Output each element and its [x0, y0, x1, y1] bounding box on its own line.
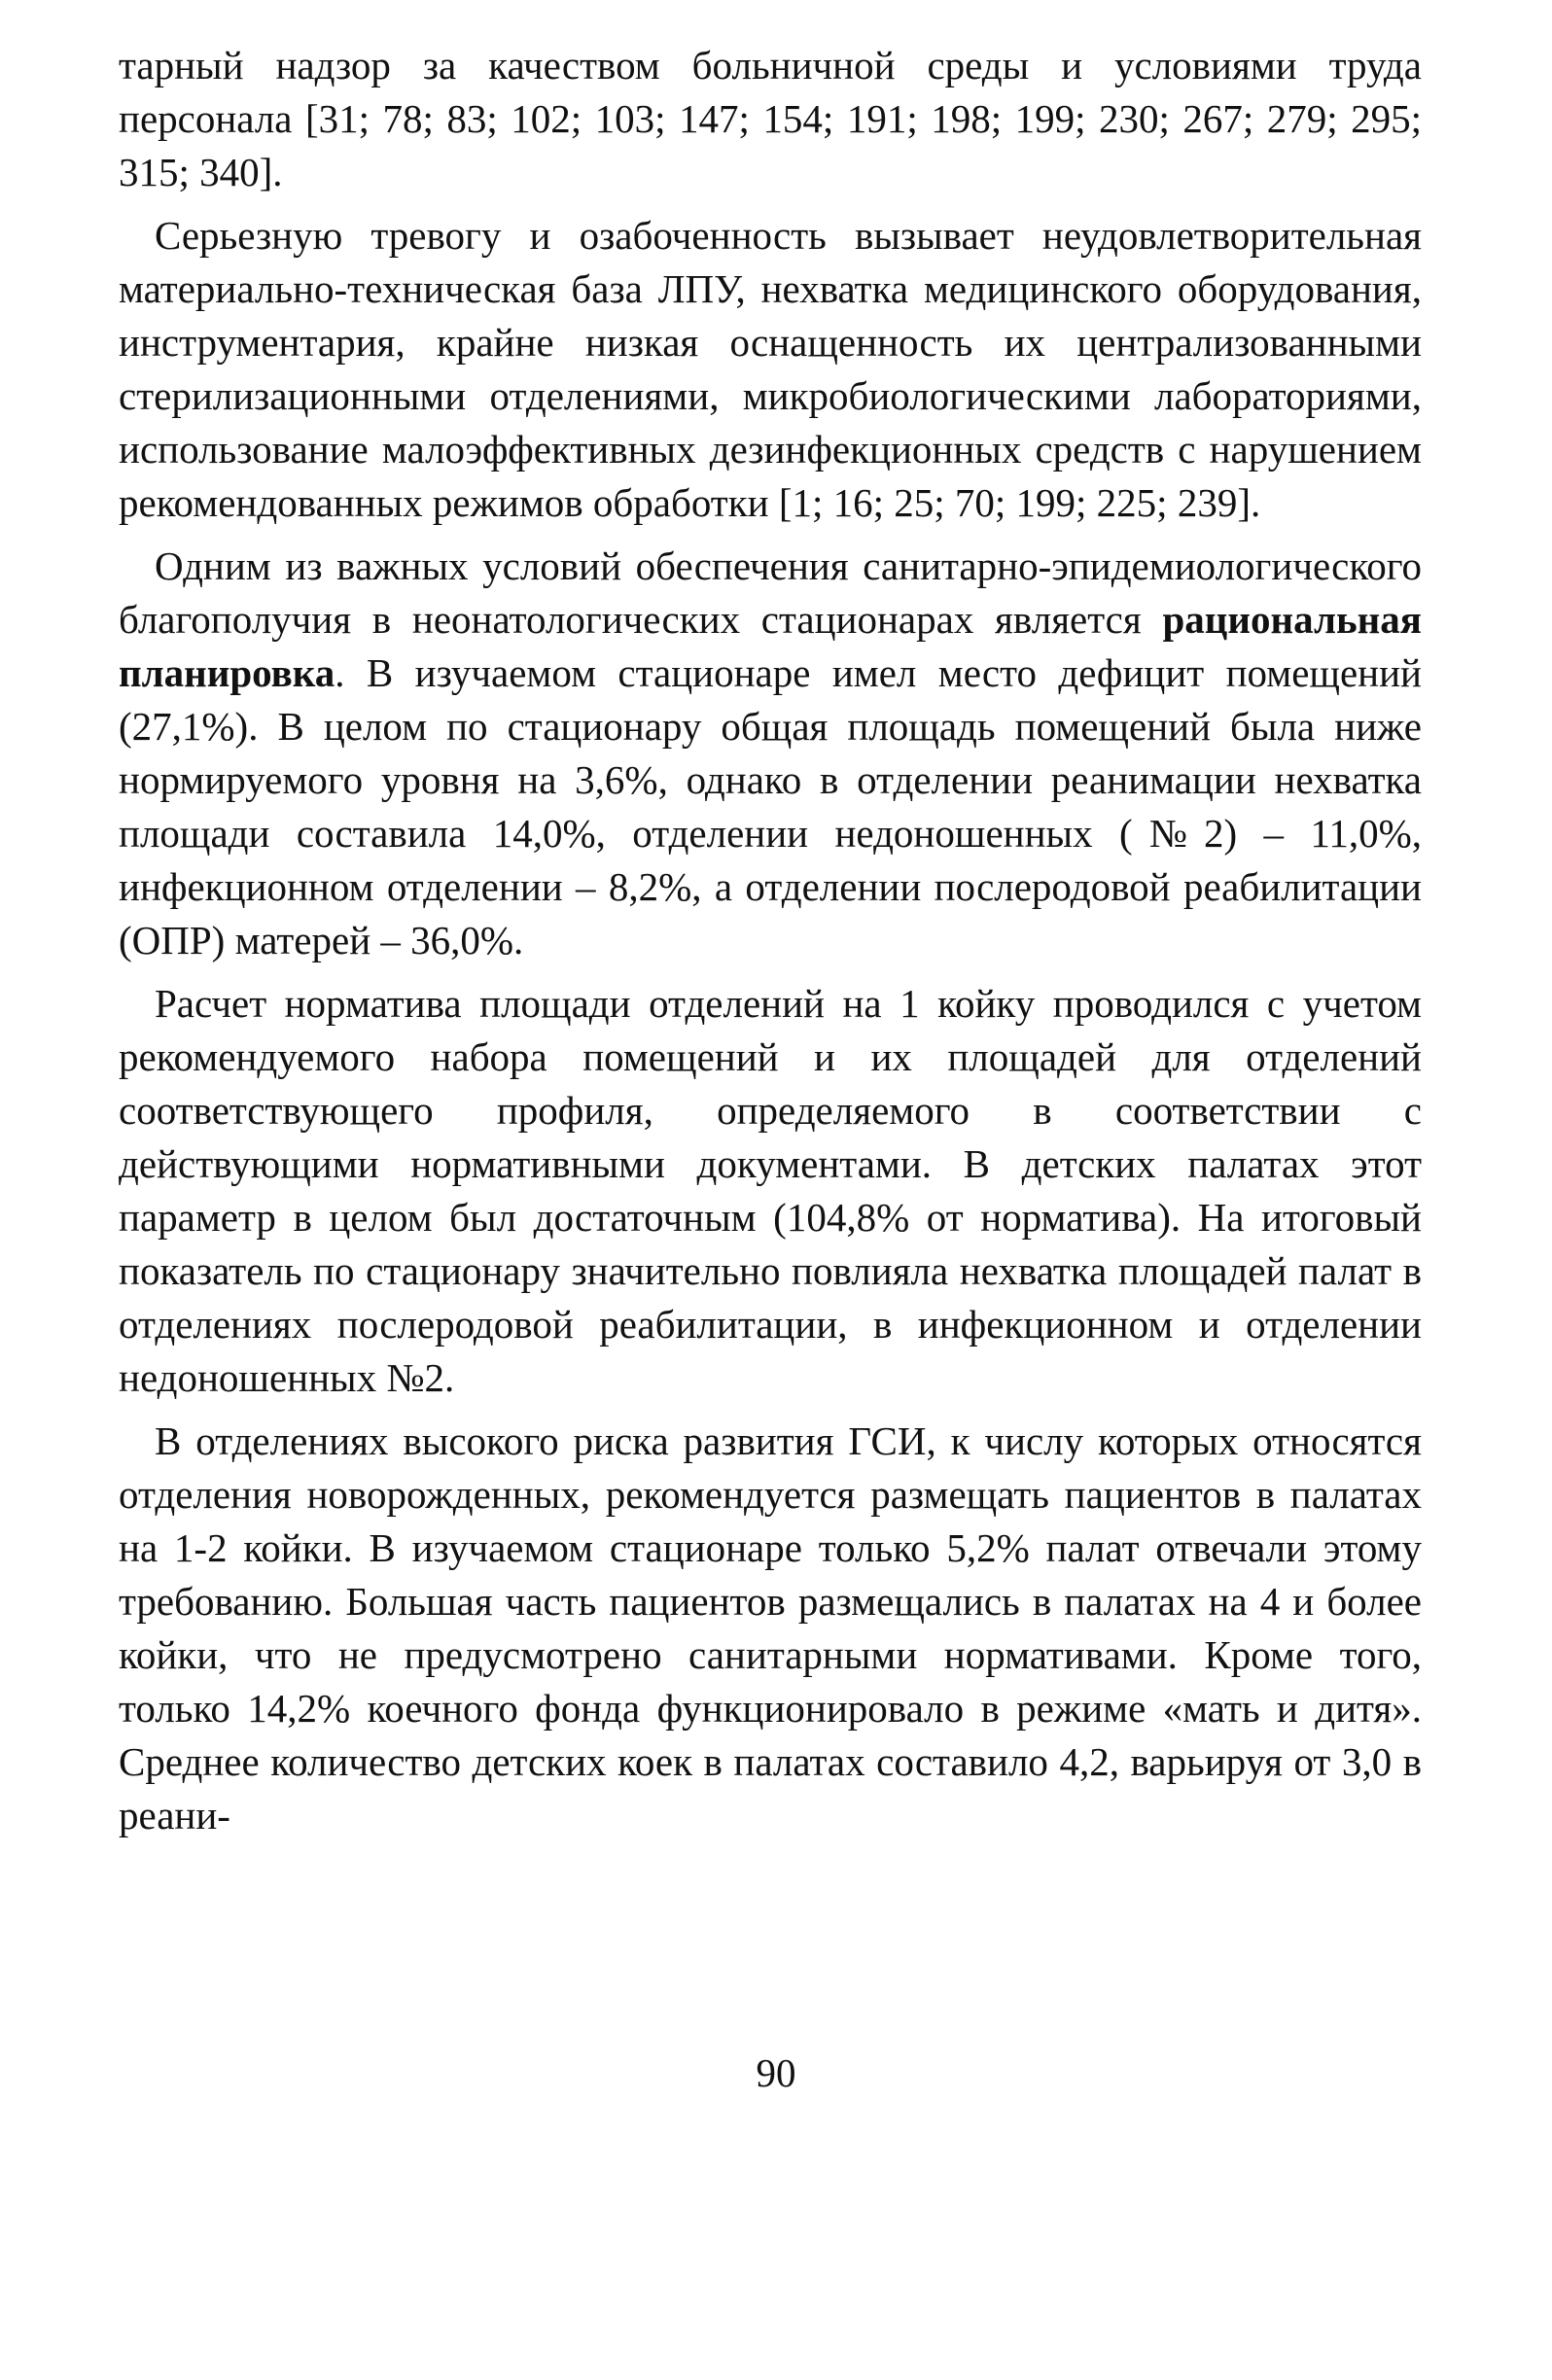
paragraph-material-base: Серьезную тревогу и озабоченность вызывает неудовлетворительная материально-техническая база ЛПУ, нехватка медицинского оборудования, инструментария, крайне низкая оснащенность их централизованными стерилизационными отделениями, микробиологическими лабораториями, использование малоэффективных дезинфекционных средств с нарушением рекомендованных режимов обработки [1; 16; 25; 70; 199; 225; 239]. [119, 213, 1422, 525]
paragraph-continuation: тарный надзор за качеством больничной среды и условиями труда персонала [31; 78; 83; 102; 103; 147; 154; 191; 198; 199; 230; 267; 279; 295; 315; 340]. [119, 43, 1422, 194]
paragraph-area-norm: Расчет норматива площади отделений на 1 койку проводился с учетом рекомендуемого набора помещений и их площадей для отделений соответствующего профиля, определяемого в соответствии с действующими нормативными документами. В детских палатах этот параметр в целом был достаточным (104,8% от норматива). На итоговый показатель по стационару значительно повлияла нехватка площадей палат в отделениях послеродовой реабилитации, в инфекционном и отделении недоношенных №2. [119, 981, 1422, 1400]
body-text [119, 39, 1422, 1852]
paragraph-planning-lead: Одним из важных условий обеспечения санитарно-эпидемиологического благополучия в неонатологических стационарах является [119, 543, 1422, 642]
paragraph-high-risk: В отделениях высокого риска развития ГСИ, к числу которых относятся отделения новорожденных, рекомендуется размещать пациентов в палатах на 1-2 койки. В изучаемом стационаре только 5,2% палат отвечали этому требованию. Большая часть пациентов размещались в палатах на 4 и более койки, что не предусмотрено санитарными нормативами. Кроме того, только 14,2% коечного фонда функционировало в режиме «мать и дитя». Среднее количество детских коек в палатах составило 4,2, варьируя от 3,0 в реани- [119, 1418, 1422, 1838]
page-number: 90 [756, 2050, 796, 2095]
paragraph-planning [119, 540, 1422, 967]
bold-term-planning: рациональная планировка [119, 597, 1422, 695]
paragraph-planning-rest: . В изучаемом стационаре имел место дефицит помещений (27,1%). В целом по стационару общая площадь помещений была ниже нормируемого уровня на 3,6%, однако в отделении реанимации нехватка площади составила 14,0%, отделении недоношенных (№2) – 11,0%, инфекционном отделении – 8,2%, а отделении послеродовой реабилитации (ОПР) матерей – 36,0%. [119, 650, 1422, 962]
